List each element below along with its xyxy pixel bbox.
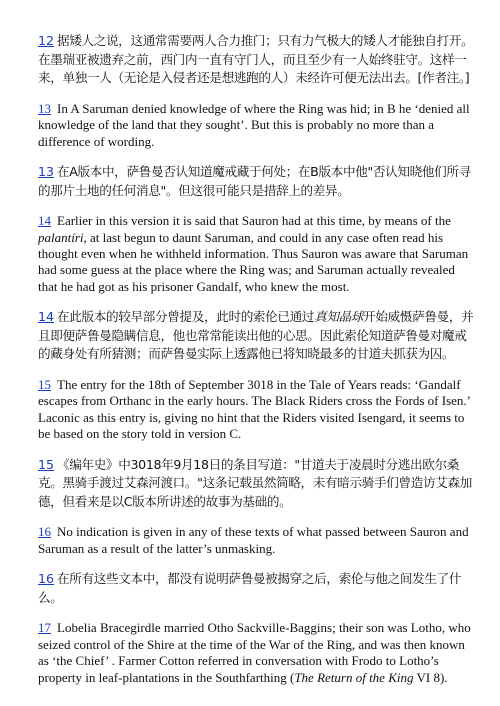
footnote-16-zh bbox=[38, 570, 474, 607]
footnote-text: 开始威慑萨鲁曼，并且即便萨鲁曼隐瞒信息，他也常常能读出他的心思。因此索伦知道萨鲁曼对魔戒的藏身处有所猜测；而萨鲁曼实际上透露他已将知晓最多的甘道夫抓获为囚。 bbox=[38, 309, 474, 362]
footnote-text: Earlier in this version it is said that Sauron had at this time, by means of the bbox=[57, 213, 451, 229]
footnote-17-en bbox=[38, 620, 474, 686]
footnote-text: 据矮人之说，这通常需要两人合力推门；只有力气极大的矮人才能独自打开。在墨瑞亚被遗弃之前，西门内一直有守门人，而且至少有一人始终驻守。这样一来，单独一人（无论是入侵者还是想逃跑的人）未经许可便无法出去。[作者注。] bbox=[38, 33, 474, 86]
footnote-12-zh bbox=[38, 32, 474, 88]
footnote-number-link[interactable]: 14 bbox=[38, 213, 51, 229]
footnote-15-zh bbox=[38, 456, 474, 512]
footnote-16-en bbox=[38, 524, 474, 557]
footnote-15-en bbox=[38, 377, 474, 443]
footnote-number-link[interactable]: 13 bbox=[38, 164, 55, 179]
notes-list bbox=[38, 32, 474, 686]
footnote-text: In A Saruman denied knowledge of where the Ring was hid; in B he ‘denied all knowledge of the land that they sought’. But this is probably no more than a difference of wording. bbox=[38, 100, 470, 149]
footnote-13-en bbox=[38, 101, 474, 150]
footnote-text: , at last begun to daunt Saruman, and could in any case often read his thought even when he withheld information. Thus Sauron was aware that Saruman had some guess at the place where the Ring was; and Saruman actually revealed that he had got as his prisoner Gandalf, who knew the most. bbox=[38, 229, 469, 294]
footnote-number-link[interactable]: 16 bbox=[38, 524, 51, 540]
footnote-number-link[interactable]: 16 bbox=[38, 571, 55, 587]
footnote-number-link[interactable]: 13 bbox=[38, 100, 51, 116]
footnote-number-link[interactable]: 14 bbox=[38, 309, 55, 325]
footnote-14-en bbox=[38, 213, 474, 295]
footnote-14-zh bbox=[38, 308, 474, 364]
footnote-13-zh bbox=[38, 163, 474, 200]
footnote-number-link[interactable]: 15 bbox=[38, 456, 55, 472]
footnote-text: No indication is given in any of these texts of what passed between Sauron and Saruman as a result of the latter’s unmasking. bbox=[38, 524, 469, 556]
footnote-text: 在A版本中，萨鲁曼否认知道魔戒藏于何处；在B版本中他"否认知晓他们所寻的那片土地的任何消息"。但这很可能只是措辞上的差异。 bbox=[38, 164, 471, 198]
footnote-text: 在此版本的较早部分曾提及，此时的索伦已通过 bbox=[57, 309, 315, 325]
footnote-text: 《编年史》中3018年9月18日的条目写道："甘道夫于凌晨时分逃出欧尔桑克。黑骑手渡过艾森河渡口。"这条记载虽然简略，未有暗示骑手们曾造访艾森加德，但看来是以C版本所讲述的故事为基础的。 bbox=[38, 456, 472, 509]
footnote-text: VI 8). bbox=[413, 669, 448, 685]
footnote-number-link[interactable]: 17 bbox=[38, 620, 51, 636]
footnote-italic-text: 真知晶球 bbox=[314, 309, 364, 325]
footnote-number-link[interactable]: 12 bbox=[38, 33, 55, 48]
footnote-italic-text: palantíri bbox=[38, 229, 84, 245]
footnote-text: 在所有这些文本中，都没有说明萨鲁曼被揭穿之后，索伦与他之间发生了什么。 bbox=[38, 571, 462, 605]
footnote-italic-text: The Return of the King bbox=[294, 669, 414, 685]
footnote-number-link[interactable]: 15 bbox=[38, 377, 51, 392]
footnote-text: The entry for the 18th of September 3018 in the Tale of Years reads: ‘Gandalf escapes from Orthanc in the early hours. The Black Riders cross the Fords of Isen.’ Laconic as this entry is, giving no hint that the Riders visited Isengard, it seems to be based on the story told in version C. bbox=[38, 377, 471, 442]
footnote-text: Lobelia Bracegirdle married Otho Sackville-Baggins; their son was Lotho, who seized control of the Shire at the time of the War of the Ring, and was then known as ‘the Chief’ . Farmer Cotton referred in conversation with Frodo to Lotho’s property in leaf-plantations in the Southfarthing ( bbox=[38, 620, 471, 685]
